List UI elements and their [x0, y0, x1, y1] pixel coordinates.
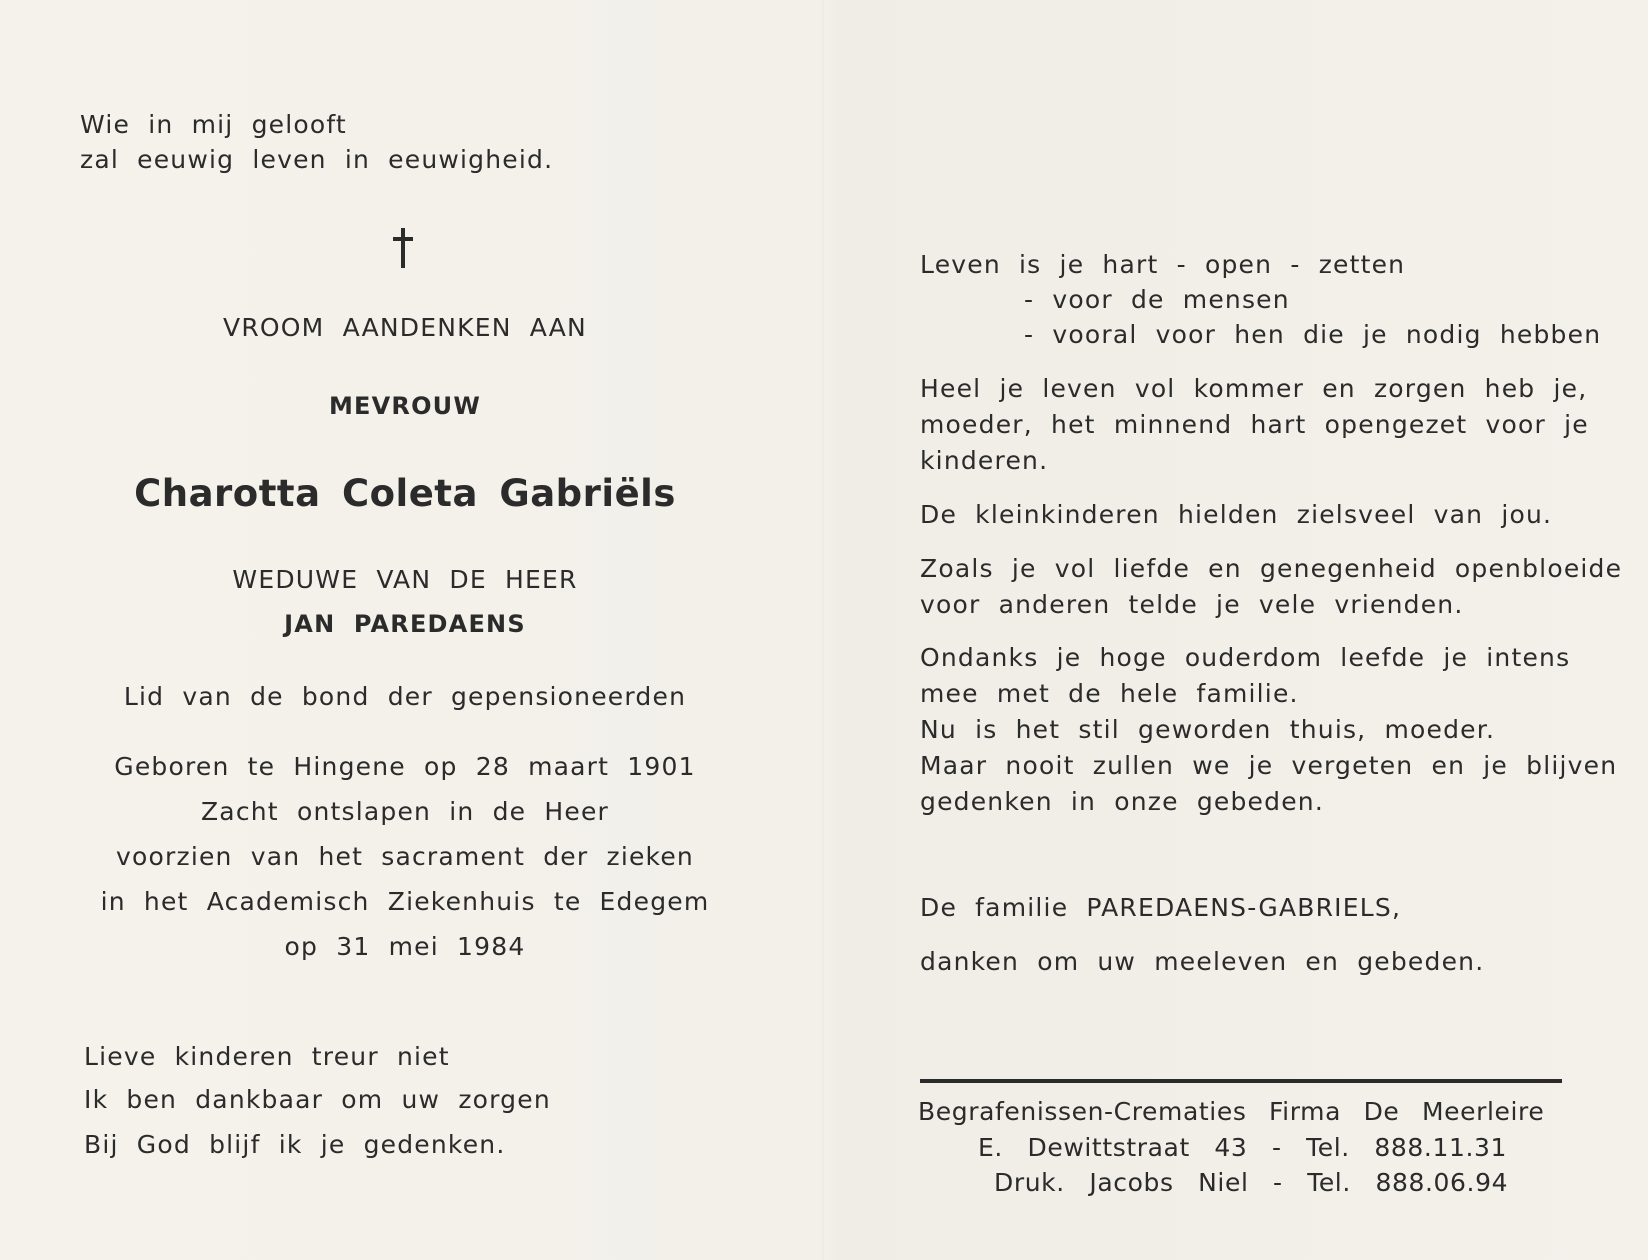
closing-line-2: Ik ben dankbaar om uw zorgen — [84, 1085, 551, 1114]
paragraph-1-line-1: Heel je leven vol kommer en zorgen heb je, — [920, 374, 1588, 403]
poem-line-2: - voor de mensen — [1024, 285, 1290, 314]
birth-line: Geboren te Hingene op 28 maart 1901 — [114, 752, 696, 781]
death-date: op 31 mei 1984 — [284, 932, 526, 961]
poem-line-1: Leven is je hart - open - zetten — [920, 250, 1406, 279]
fold-line — [822, 0, 824, 1260]
cross-icon — [393, 228, 413, 268]
widow-line: WEDUWE VAN DE HEER — [232, 565, 578, 594]
printer-line: Druk. Jacobs Niel - Tel. 888.06.94 — [994, 1168, 1509, 1197]
paragraph-1-line-3: kinderen. — [920, 446, 1049, 475]
poem-line-3: - vooral voor hen die je nodig hebben — [1024, 320, 1602, 349]
paragraph-4-line-4: Maar nooit zullen we je vergeten en je blijven — [920, 751, 1618, 780]
paragraph-2: De kleinkinderen hielden zielsveel van jou. — [920, 500, 1553, 529]
closing-line-1: Lieve kinderen treur niet — [84, 1042, 450, 1071]
paragraph-3-line-2: voor anderen telde je vele vrienden. — [920, 590, 1464, 619]
death-line-1: Zacht ontslapen in de Heer — [200, 797, 610, 826]
title-mevrouw: MEVROUW — [328, 392, 482, 420]
in-memory-heading: VROOM AANDENKEN AAN — [223, 313, 587, 342]
paragraph-3-line-1: Zoals je vol liefde en genegenheid openbloeide — [920, 554, 1623, 583]
motto-line-1: Wie in mij gelooft — [80, 110, 347, 139]
death-line-3: in het Academisch Ziekenhuis te Edegem — [100, 887, 710, 916]
paragraph-4-line-3: Nu is het stil geworden thuis, moeder. — [920, 715, 1496, 744]
motto-line-2: zal eeuwig leven in eeuwigheid. — [80, 145, 554, 174]
footer-divider — [920, 1079, 1562, 1083]
funeral-director-line: Begrafenissen-Crematies Firma De Meerleire — [918, 1097, 1545, 1126]
husband-name: JAN PAREDAENS — [284, 610, 526, 638]
thanks-line: danken om uw meeleven en gebeden. — [920, 947, 1485, 976]
death-line-2: voorzien van het sacrament der zieken — [116, 842, 694, 871]
paragraph-1-line-2: moeder, het minnend hart opengezet voor je — [920, 410, 1589, 439]
address-line: E. Dewittstraat 43 - Tel. 888.11.31 — [978, 1133, 1508, 1162]
paragraph-4-line-2: mee met de hele familie. — [920, 679, 1299, 708]
family-signature: De familie PAREDAENS-GABRIELS, — [920, 893, 1402, 922]
deceased-name: Charotta Coleta Gabriëls — [134, 472, 676, 515]
paragraph-4-line-1: Ondanks je hoge ouderdom leefde je intens — [920, 643, 1571, 672]
membership-line: Lid van de bond der gepensioneerden — [123, 682, 687, 711]
closing-line-3: Bij God blijf ik je gedenken. — [84, 1130, 506, 1159]
paragraph-4-line-5: gedenken in onze gebeden. — [920, 787, 1324, 816]
